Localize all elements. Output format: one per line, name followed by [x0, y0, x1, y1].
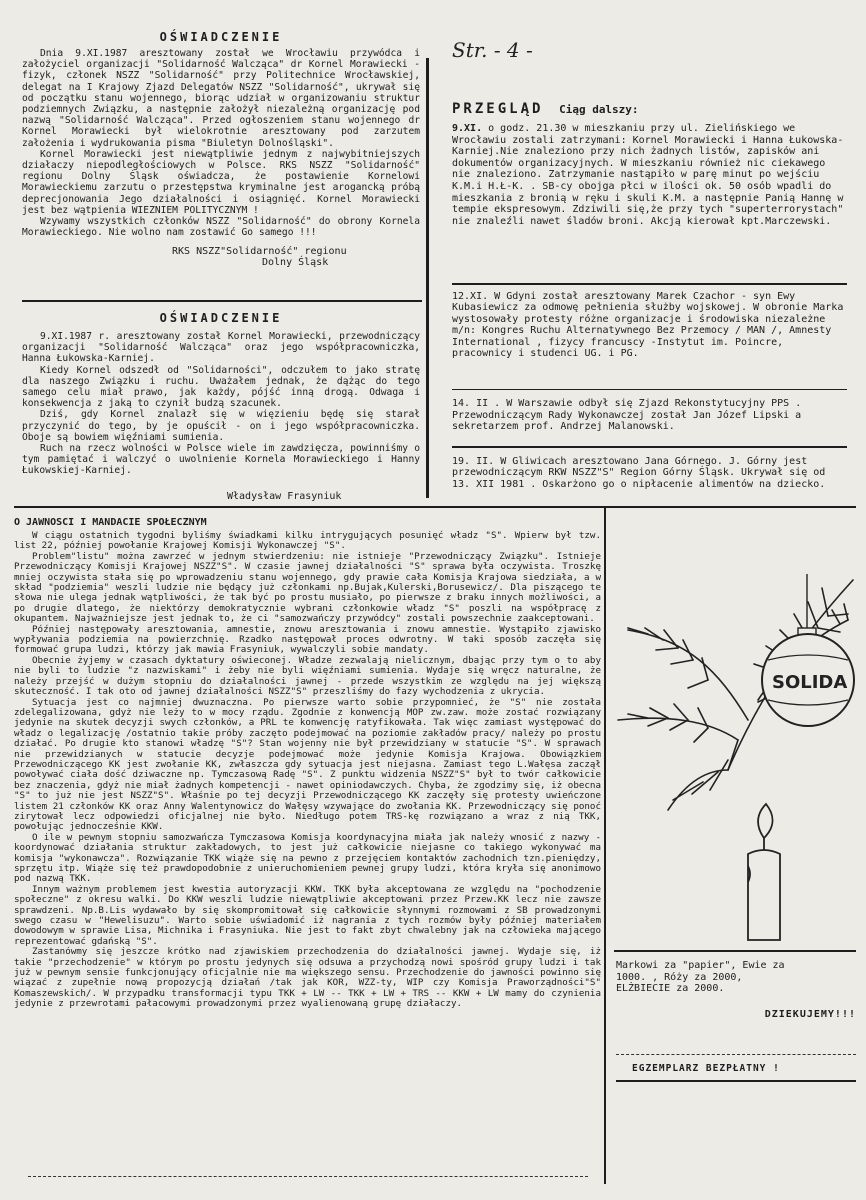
bottom-dashed-rule	[28, 1176, 588, 1177]
article-paragraph: Problem"listu" można zawrzeć w jednym stwierdzeniu: nie istnieje "Przewodniczący Związku". Istnieje Przewodniczący Komisji Krajowej NSZZ"S". W czasie jawnej działalności "S" sprawa była oczywista. Troszkę mniej oczywista stała się po wprowadzeniu stanu wojennego, gdy prawie cała Komisja Krajowa siedziała, a w skład "podziemia" weszli ludzie nie będący już członkami np.Bujak,Kulerski,Borusewicz/. Dla piszącego te słowa nie ulega jednak wątpliwości, że tak być po prostu musiało, po pierwsze z braku innych możliwości, a po drugie dlatego, że niektórzy demokratycznie wybrani członkowie władz "S" poszli na współpracę z okupantem. Najważniejsze jest jednak to, że ci "samozwańczy przywódcy" zostali powszechnie zaakceptowani.	[14, 550, 601, 625]
review-header	[452, 98, 847, 117]
review-entry-text: W Gdyni został aresztowany Marek Czachor - syn Ewy Kubasiewicz za odmowę pełnienia służby wojskowej. W obronie Marka wystosowały protesty różne organizacje i środowiska niezależne m/n: Kongres Ruchu Alternatywnego Bez Przemocy / MAN /, Amnesty International , fizycy francuscy -Instytut im. Poincre, pracownicy i studenci UG. i PG.	[452, 290, 844, 360]
statement-two-title: OŚWIADCZENIE	[159, 311, 283, 325]
statement-two-p3: Dziś, gdy Kornel znalazł się w więzieniu będę się starał przyczynić do tego, by je opuścił - on i jego współpracowniczka. Oboje są bowiem więźniami sumienia.	[22, 409, 420, 443]
statement-two-signature: Władysław Frasyniuk	[227, 490, 342, 502]
statement-one	[22, 30, 420, 268]
article-paragraph: O ile w pewnym stopniu samozwańcza Tymczasowa Komisja koordynacyjna miała jak należy wnosić z nazwy - koordynować działania struktur zakładowych, to jest już całkowicie niejasne co takiego wykonywać ma komisja "wykonawcza". Rozwiązanie TKK wiąże się na pewno z przejęciem kontaktów zachodnich tzn.pieniędzy, sprzętu itp. Wiąże się też prawdopodobnie z unieruchomieniem pewnej grupy ludzi, która kryła się anonimowo pod nazwą TKK.	[14, 831, 601, 885]
review-entry-text: W Gliwicach aresztowano Jana Górnego. J. Górny jest przewodniczącym RKW NSZZ"S" Region Górny Śląsk. Ukrywał się od 13. XII 1981 . Oskarżono go o nipłacenie alimentów na dziecko.	[452, 455, 826, 490]
thanks-line: ELŻBIECIE za 2000.	[616, 983, 725, 995]
statement-one-signature-1: RKS NSZZ"Solidarność" regionu	[172, 246, 347, 258]
candle-icon	[748, 804, 780, 940]
ornament-text: SOLIDA	[772, 672, 848, 693]
page-number: Str. - 4 -	[452, 38, 533, 62]
free-copy-notice: EGZEMPLARZ BEZPŁATNY !	[632, 1063, 780, 1074]
article-paragraph: Zastanówmy się jeszcze krótko nad zjawiskiem przechodzenia do działalności jawnej. Wydaje się, iż takie "przechodzenie" w którym po prostu jedynych się odsuwa a przychodzą nowi spośród grupy ludzi i tak już w pewnym sensie funkcjonujący oficjalnie nie ma większego sensu. Przechodzenie do jawności powinno się wiązać z zupełnie nową propozycją działań /tak jak KOR, WZZ-ty, WIP czy Komisja Praworządności"S" Komaszewskich/. W przypadku transformacji typu TKK + LW -- TKK + LW + TRS -- KKW + LW mamy do czynienia jedynie z przewrotami pałacowymi prowadzonymi przez wyalienowaną grupę działaczy.	[14, 946, 601, 1010]
thanks-divider-top	[614, 950, 856, 952]
review-divider	[452, 283, 847, 285]
thanks-line: 1000. , Róży za 2000,	[616, 971, 743, 983]
statement-two-p1: 9.XI.1987 r. aresztowany został Kornel Morawiecki, przewodniczący organizacji "Solidarność Walcząca" oraz jego współpracowniczka, Hanna Łukowska-Karniej.	[22, 331, 420, 365]
review-entry-date: 9.XI.	[452, 123, 483, 134]
center-column-divider	[426, 58, 429, 498]
review-entry-date: 19. II.	[452, 455, 495, 467]
christmas-illustration	[608, 520, 858, 950]
statement-one-title: OŚWIADCZENIE	[159, 30, 283, 44]
thanks-dziekujemy: DZIEKUJEMY!!!	[764, 1008, 856, 1020]
statement-one-p1: Dnia 9.XI.1987 aresztowany został we Wrocławiu przywódca i założyciel organizacji "Solidarność Walcząca" dr Kornel Morawiecki - fizyk, członek NSZZ "Solidarność" przy Politechnice Wrocławskiej, delegat na I Krajowy Zjazd Delegatów NSZZ "Solidarność", ukrywał się od początku stanu wojennego, biorąc udział w organizowaniu struktur podziemnych Związku, a następnie założył niezależną organizację pod nazwą "Solidarność Walcząca". Przed ogłoszeniem stanu wojennego dr Kornel Morawiecki był wielokrotnie aresztowany pod zarzutem założenia i wydrukowania pisma "Biuletyn Dolnośląski".	[22, 48, 420, 149]
review-subtitle: Ciąg dalszy:	[559, 103, 639, 116]
statement-one-signature-2: Dolny Śląsk	[262, 257, 329, 269]
statement-one-p3: Wzywamy wszystkich członków NSZZ "Solidarność" do obrony Kornela Morawieckiego. Nie wolno nam zostawić Go samego !!!	[22, 216, 420, 239]
article-paragraph: Później następowały aresztowania, amnestie, znowu aresztowania i znowu amnestie. Wystąpiło zjawisko wypływania podziemia na powierzchnię. Rzadko następował proces odwrotny. W taki sposób zaczęła się formować grupa ludzi, którzy jak mawia Frasyniuk, wywalczyli sobie mandaty.	[14, 623, 601, 656]
review-divider	[452, 389, 847, 391]
review-entry-date: 14. II .	[452, 398, 501, 409]
statement-two-p2: Kiedy Kornel odszedł od "Solidarności", odczułem to jako stratę dla naszego Związku i ruchu. Uważałem jednak, że dążąc do tego samego celu miał prawo, jak każdy, pójść inną drogą. Odwaga i konsekwencja z jaką to czynił budzą szacunek.	[22, 364, 420, 410]
article-paragraph: Sytuacja jest co najmniej dwuznaczna. Po pierwsze warto sobie przypomnieć, że "S" nie została zdelegalizowana, gdyż nie leży to w mocy rządu. Zgodnie z konwencją MOP zw.zaw. może zostać rozwiązany jedynie na skutek decyzji swych członków, a PRL te konwencję ratyfikowała. Tak więc zamiast występować do władz o legalizację /ostatnio takie próby zaczęto podejmować na poziomie zakładów pracy/ należy po prostu działać. Po drugie kto stanowi władzę "S"? Stan wojenny nie był przewidziany w statucie "S". W sprawach nie przewidzianych w statucie decyzje podejmować może jedynie Komisja Krajowa. Obowiązkiem Przewodniczącego KK jest zwołanie KK, zwłaszcza gdy sytuacja jest niejasna. Zamiast tego L.Wałęsa zaczął powoływać ciała dość dziwaczne np. Tymczasową Radę "S". Z punktu widzenia NSZZ"S" był to twór całkowicie bez znaczenia, gdyż nie miał żadnych kompetencji - nawet opiniodawczych. Chyba, że zgodzimy się, iż obecna "S" to już nie jest NSZZ"S". Właśnie po tej decyzji Przewodniczącego KK zaczęły się protesty uwieńczone listem 21 członków KK oraz Anny Walentynowicz do Wałęsy wzywające do zwołania KK. Przewodniczący się ponoć zirytował lecz odpowiedzi oficjalnej nie było. Niedługo potem TRS-kę rozwiązano a wraz z nią TKK, powołując jednocześnie KKW.	[14, 696, 601, 833]
review-entry	[452, 398, 847, 442]
review-entry-text: W Warszawie odbył się Zjazd Rekonstytucyjny PPS . Przewodniczącym Rady Wykonawczej został Jan Józef Lipski a sekretarzem prof. Andrzej Malanowski.	[452, 398, 802, 433]
article-paragraph: Innym ważnym problemem jest kwestia autoryzacji KKW. TKK była akceptowana ze względu na "pochodzenie społeczne" z okresu walki. Do KKW weszli ludzie niewątpliwie akceptowani przez Przew.KK lecz nie zawsze sprawdzeni. Np.B.Lis wydawało by się skompromitował się całkowicie słynnymi rozmowami z SB prowadzonymi swego czasu w "Hewelisuzu". Warto sobie uświadomić iż nagrania z tych rozmów były później materiałem dowodowym w sprawie Lisa, Michnika i Frasyniuka. Nie jest to fakt zbyt chwalebny jak na człowieka mającego reprezentować gdańską "S".	[14, 883, 601, 947]
thanks-line: Markowi za "papier", Ewie za	[616, 960, 785, 971]
statement-two	[22, 311, 420, 502]
review-section	[452, 98, 847, 516]
article	[14, 517, 601, 1172]
divider-middle	[14, 506, 856, 508]
statement-one-p2: Kornel Morawiecki jest niewątpliwie jednym z najwybitniejszych działaczy niepodległościowych w Polsce. RKS NSZZ "Solidarność" regionu Dolny Śląsk oświadcza, że postawienie Kornelowi Morawieckiemu zarzutu o przestępstwa kryminalne jest arogancką próbą deprecjonowania Jego działalności i osiągnięć. Kornel Morawiecki jest bez wątpienia WIEZNIEM POLITYCZNYM !	[22, 148, 420, 216]
review-entry	[452, 291, 847, 385]
free-copy-underline	[616, 1080, 856, 1082]
article-title: O JAWNOŚCI I MANDACIE SPOŁECZNYM	[14, 517, 207, 528]
divider-top-left	[22, 300, 422, 302]
thanks-block	[616, 960, 856, 1020]
illustration-divider	[604, 508, 606, 1184]
review-title: PRZEGLĄD	[452, 101, 544, 117]
review-entry-date: 12.XI.	[452, 290, 489, 302]
review-divider	[452, 446, 847, 448]
review-entry	[452, 123, 847, 279]
review-entry-text: o godz. 21.30 w mieszkaniu przy ul. Zielińskiego we Wrocławiu zostali zatrzymani: Kornel Morawiecki i Hanna Łukowska-Karniej.Nie znaleziono przy nich żadnych listów, zapisków ani dokumentów organizacyjnych. W mieszkaniu również nic ciekawego nie znaleziono. Zatrzymanie nastąpiło w parę minut po wejściu K.M.i H.Ł-K. . SB-cy obojga płci w ilości ok. 50 osób wpadli do mieszkania z bronią w ręku i skuli K.M. a następnie Panią Hannę w tempie ekspresowym. Zdziwili się,że przy tych "superterrorystach" nie znaleźli nawet śladów broni. Akcją kierował kpt.Marczewski.	[452, 123, 844, 227]
article-paragraph: Obecnie żyjemy w czasach dyktatury oświeconej. Władze zezwalają nielicznym, dbając przy tym o to aby nie byli to ludzie "z nazwiskami" i żeby nie byli więźniami sumienia. Wydaje się wręcz naturalne, że należy przejść w dużym stopniu do działalności jawnej - przede wszystkim ze względu na jej większą skuteczność. I tak oto od jawnej działalności NSZZ"S" przeszliśmy do fazy wychodzenia z ukrycia.	[14, 654, 601, 698]
article-paragraph: W ciągu ostatnich tygodni byliśmy świadkami kilku intrygujących posunięć władz "S". Wpierw był tzw. list 22, później powołanie Krajowej Komisji Wykonawczej "S".	[14, 530, 601, 552]
statement-two-p4: Ruch na rzecz wolności w Polsce wiele im zawdzięcza, powinniśmy o tym pamiętać i walczyć o uwolnienie Kornela Morawieckiego i Hanny Łukowskiej-Karniej.	[22, 443, 420, 477]
thanks-dashed-rule	[616, 1054, 856, 1055]
